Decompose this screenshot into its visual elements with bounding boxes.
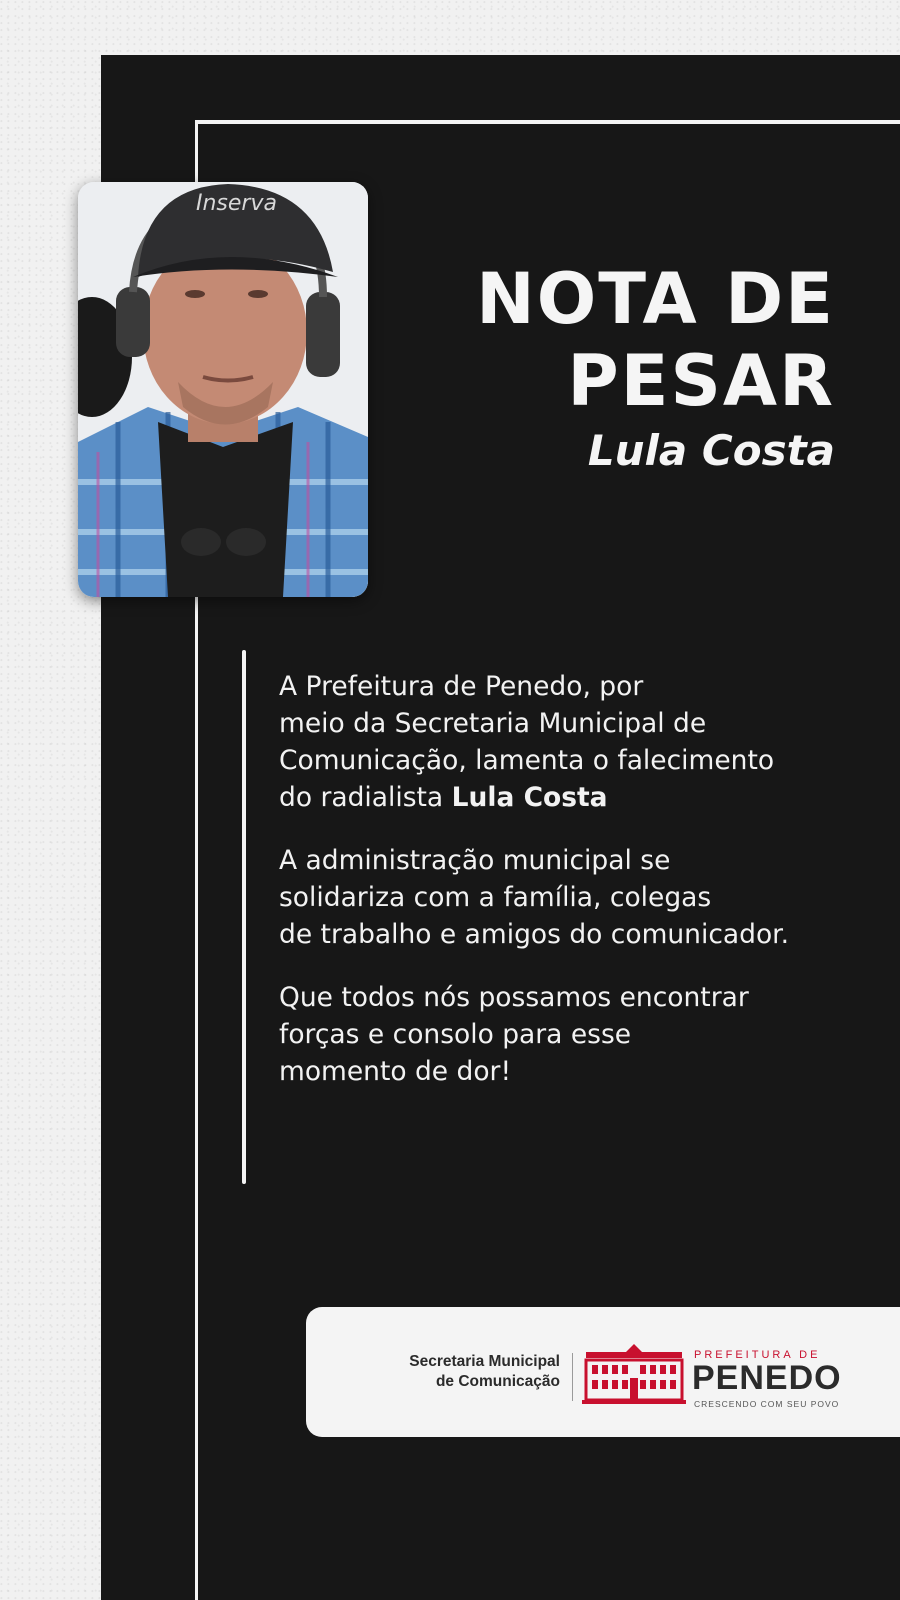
message-text: do radialista (279, 782, 444, 813)
city-name: PENEDO (692, 1359, 842, 1397)
vertical-accent-line (242, 650, 246, 1184)
deceased-name: Lula Costa (587, 426, 835, 475)
title-line-1: NOTA DE (476, 258, 835, 340)
frame-top-line (195, 120, 900, 124)
secretaria-label (409, 1352, 560, 1392)
message-paragraph-3 (279, 979, 887, 1090)
message-line: Comunicação, lamenta o falecimento (279, 745, 775, 776)
message-line: A Prefeitura de Penedo, por (279, 671, 644, 702)
title-line-2: PESAR (567, 340, 835, 422)
prefeitura-label: PREFEITURA DE (694, 1349, 821, 1361)
cap-text: Inserva (196, 191, 277, 216)
message-line: momento de dor! (279, 1056, 512, 1087)
condolence-message (279, 668, 887, 1116)
logo-separator (572, 1353, 573, 1401)
secretaria-line-1: Secretaria Municipal (409, 1353, 560, 1370)
city-hall-building-icon (582, 1342, 686, 1408)
portrait-photo (78, 182, 368, 597)
footer-logo-bar (306, 1307, 900, 1437)
message-line: Que todos nós possamos encontrar (279, 982, 749, 1013)
message-line: A administração municipal se (279, 845, 671, 876)
city-tagline: CRESCENDO COM SEU POVO (694, 1399, 840, 1409)
title-block (476, 258, 835, 478)
message-line (279, 779, 887, 816)
secretaria-line-2: de Comunicação (435, 1373, 560, 1390)
message-line: forças e consolo para esse (279, 1019, 632, 1050)
message-paragraph-2 (279, 842, 887, 953)
message-line: meio da Secretaria Municipal de (279, 708, 707, 739)
message-paragraph-1 (279, 668, 887, 816)
message-line: solidariza com a família, colegas (279, 882, 712, 913)
message-name-bold: Lula Costa (451, 782, 608, 813)
message-line: de trabalho e amigos do comunicador. (279, 919, 790, 950)
